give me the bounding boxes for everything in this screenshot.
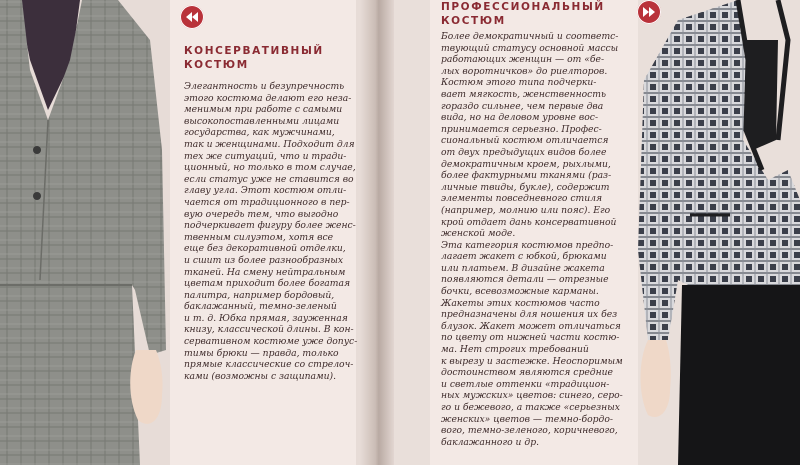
text-line: высокопоставленными лицами	[184, 115, 340, 127]
text-line: го и бежевого, а также «серьезных	[441, 402, 620, 413]
text-line: баклажанный, темно-зеленый	[184, 301, 337, 313]
right-heading-line: КОСТЮМ	[441, 15, 506, 27]
text-line: ма. Нет строгих требований	[441, 344, 589, 356]
text-line: (например, молнию или пояс). Его	[441, 204, 611, 216]
rewind-icon	[180, 5, 204, 29]
text-line: главу угла. Этот костюм отли-	[184, 185, 347, 197]
left-body-text	[184, 81, 358, 382]
text-line: этого костюма делают его неза-	[184, 92, 352, 104]
right-body-text	[441, 31, 637, 448]
text-line: и светлые оттенки «традицион-	[441, 378, 610, 390]
text-line: вую очередь тем, что выгодно	[184, 208, 339, 220]
right-heading	[441, 0, 611, 28]
text-line: Более демократичный и соответс-	[441, 31, 619, 42]
text-line: ционный, но только в том случае,	[184, 162, 356, 174]
text-line: тимы брюки — правда, только	[184, 347, 339, 359]
text-line: Жакеты этих костюмов часто	[441, 297, 600, 309]
text-line: ками (возможны с защипами).	[184, 370, 337, 382]
text-line: или платьем. В дизайне жакета	[441, 262, 605, 274]
book-gutter	[360, 0, 394, 465]
text-line: тех же ситуаций, что и тради-	[184, 150, 347, 162]
text-line: ных мужских» цветов: синего, серо-	[441, 390, 623, 402]
text-line: женской моде.	[441, 228, 516, 240]
text-line: баклажанного и др.	[441, 436, 540, 448]
text-line: если статус уже не ставится во	[184, 173, 354, 185]
text-line: сервативном костюме уже допус-	[184, 336, 358, 348]
text-line: лых воротничков» до риелторов.	[441, 65, 608, 77]
text-line: и т. д. Юбка прямая, зауженная	[184, 312, 348, 324]
text-line: достоинством являются средние	[441, 367, 613, 379]
text-line: менимым при работе с самыми	[184, 104, 343, 116]
text-line: Костюм этого типа подчерки-	[441, 77, 597, 89]
text-line: Элегантность и безупречность	[184, 81, 345, 92]
text-line: принимается серьезно. Профес-	[441, 123, 602, 135]
text-line: и сшит из более разнообразных	[184, 254, 344, 266]
text-line: более фактурными тканями (раз-	[441, 170, 612, 182]
text-line: блузок. Жакет может отличаться	[441, 320, 621, 332]
text-line: женских» цветов — темно-бордо-	[441, 413, 613, 425]
text-line: сиональный костюм отличается	[441, 135, 609, 147]
left-heading-line: КОСТЮМ	[184, 59, 249, 71]
text-line: элементы повседневного стиля	[441, 193, 603, 205]
text-line: твенным силуэтом, хотя все	[184, 231, 334, 243]
text-line: появляются детали — отрезные	[441, 274, 609, 286]
text-line: тканей. На смену нейтральным	[184, 266, 346, 278]
text-line: бочки, всевозможные карманы.	[441, 286, 599, 298]
text-line: крой отдает дань консервативной	[441, 216, 617, 228]
text-line: твующий статусу основной массы	[441, 42, 619, 54]
text-line: книзу, классической длины. В кон-	[184, 324, 354, 336]
text-line: вает мягкость, женственность	[441, 88, 607, 100]
text-line: работающих женщин — от «бе-	[441, 54, 605, 66]
right-heading-line: ПРОФЕССИОНАЛЬНЫЙ	[441, 1, 605, 13]
left-heading-line: КОНСЕРВАТИВНЫЙ	[184, 45, 324, 57]
text-line: лагает жакет с юбкой, брюками	[441, 251, 607, 263]
left-heading	[184, 44, 354, 72]
professional-suit-photo	[638, 0, 800, 465]
text-line: демократичным кроем, рыхлыми,	[441, 158, 611, 170]
text-line: чается от традиционного в пер-	[184, 196, 350, 208]
text-line: вида, но на деловом уровне вос-	[441, 112, 599, 124]
text-line: еще без декоративной отделки,	[184, 243, 346, 255]
text-line: государства, как мужчинами,	[184, 127, 335, 139]
text-line: к вырезу и застежке. Неоспоримым	[441, 355, 623, 367]
text-line: цветам приходит более богатая	[184, 278, 351, 290]
text-line: предназначены для ношения их без	[441, 309, 618, 321]
text-line: личные твиды, букле), содержит	[441, 181, 610, 193]
conservative-suit-photo	[0, 0, 170, 465]
text-line: от двух предыдущих видов более	[441, 146, 607, 158]
fast-forward-icon	[637, 0, 661, 24]
text-line: так и женщинами. Подходит для	[184, 138, 355, 150]
text-line: гораздо сильнее, чем первые два	[441, 100, 604, 112]
text-line: вого, темно-зеленого, коричневого,	[441, 425, 618, 437]
text-line: палитра, например бордовый,	[184, 289, 335, 301]
text-line: подчеркивает фигуру более женс-	[184, 220, 356, 232]
text-line: Эта категория костюмов предпо-	[441, 239, 614, 251]
text-line: прямые классические со стрелоч-	[184, 359, 354, 371]
text-line: по цвету от нижней части костю-	[441, 332, 620, 344]
